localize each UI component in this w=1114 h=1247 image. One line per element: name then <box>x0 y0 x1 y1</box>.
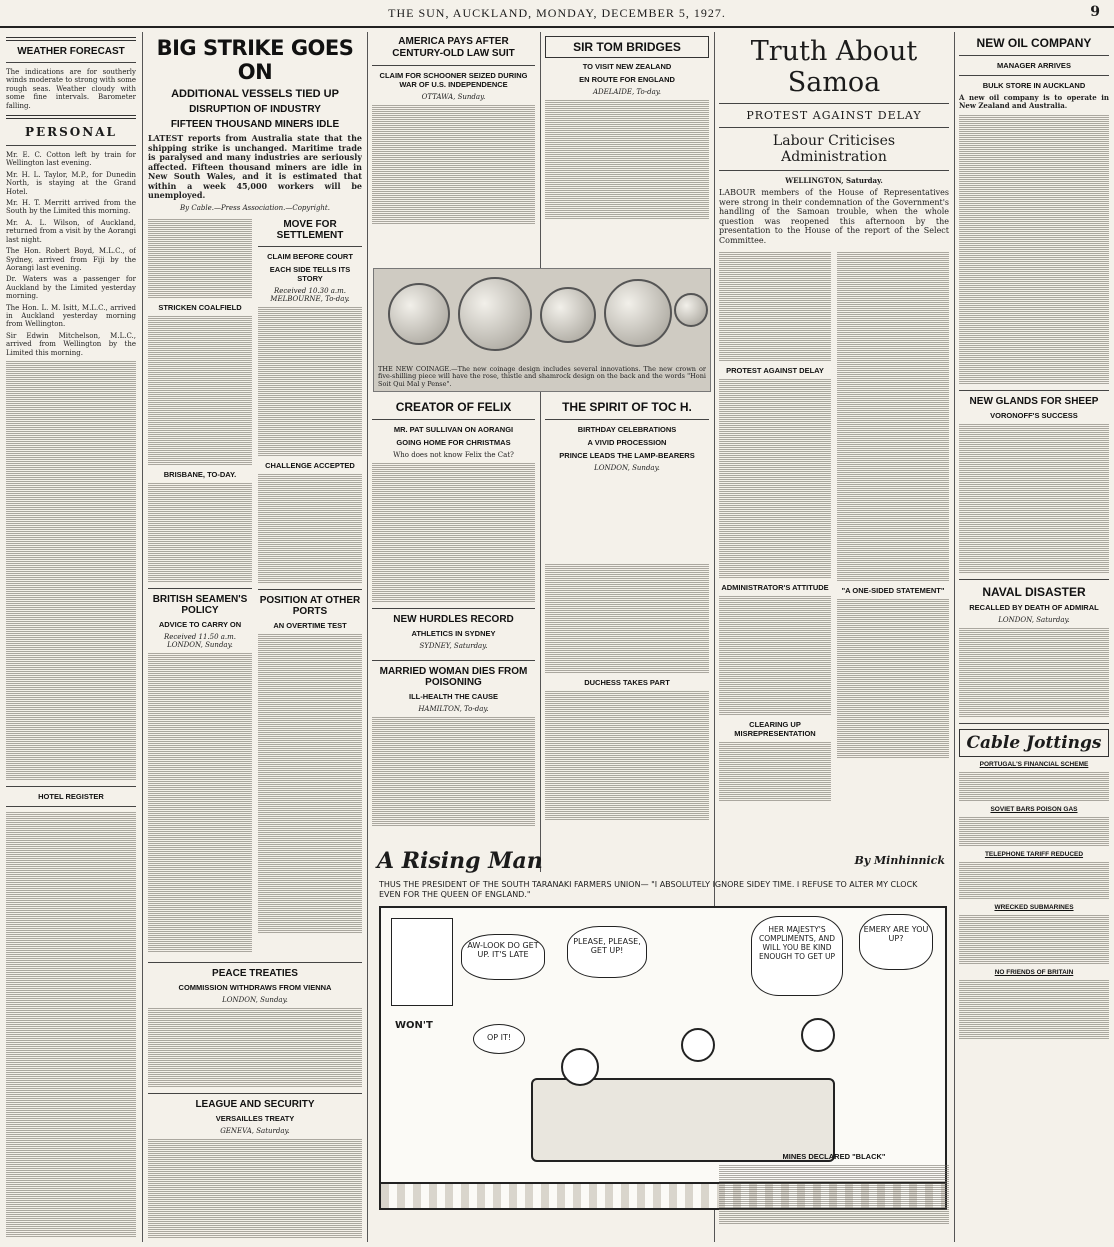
ports-deck: AN OVERTIME TEST <box>273 620 347 630</box>
personal-item: The Hon. L. M. Isitt, M.L.C., arrived in Auckland yesterday morning from Wellington. <box>6 303 136 329</box>
dateline: SYDNEY, Saturday. <box>419 642 488 651</box>
toch-deck: PRINCE LEADS THE LAMP-BEARERS <box>559 451 695 460</box>
figure-head <box>561 1048 599 1086</box>
speech-bubble: OP IT! <box>473 1024 525 1054</box>
clock-icon <box>391 918 453 1006</box>
glands-headline: NEW GLANDS FOR SHEEP <box>969 395 1099 407</box>
speech-bubble: PLEASE, PLEASE, GET UP! <box>567 926 647 978</box>
samoa-lead: LABOUR members of the House of Representatives were strong in their condemnation of the Government's handling of the Samoan trouble, when the whole question was reopened this afternoon by the presentation to the House of the report of the Select Committee. <box>719 188 949 245</box>
strike-deck: ADDITIONAL VESSELS TIED UP <box>171 88 339 100</box>
poisoning-headline: MARRIED WOMAN DIES FROM POISONING <box>379 666 528 688</box>
settlement-deck: CLAIM BEFORE COURT <box>267 251 353 261</box>
speech-bubble: WON'T <box>395 1020 433 1031</box>
cartoon-artist: By Minhinnick <box>854 854 945 867</box>
poisoning-deck: ILL-HEALTH THE CAUSE <box>408 692 499 701</box>
jottings-item: WRECKED SUBMARINES <box>994 903 1074 911</box>
coin-image <box>458 277 532 351</box>
personal-item: The Hon. Robert Boyd, M.L.C., of Sydney, arrived from Fiji by the Aorangi last evening. <box>6 247 136 272</box>
felix-deck: MR. PAT SULLIVAN ON AORANGI <box>393 425 514 434</box>
jottings-item: PORTUGAL'S FINANCIAL SCHEME <box>979 760 1089 768</box>
jottings-item: SOVIET BARS POISON GAS <box>990 805 1078 813</box>
bridges-deck: TO VISIT NEW ZEALAND <box>582 62 672 71</box>
column-poisoning <box>372 655 535 845</box>
coinage-caption: THE NEW COINAGE.—The new coinage design includes several innovations. The new crown or five-shilling piece will have the rose, thistle and shamrock design on the back and the words "Honi Soit Qui Mal y Pense". <box>378 364 706 388</box>
bridges-deck: EN ROUTE FOR ENGLAND <box>579 75 675 84</box>
oil-headline: NEW OIL COMPANY <box>976 36 1092 50</box>
glands-deck: VORONOFF'S SUCCESS <box>990 410 1078 420</box>
subhead: PROTEST AGAINST DELAY <box>726 366 824 375</box>
column-samoa <box>719 32 949 842</box>
personal-item: Mr. E. C. Cotton left by train for Wellington last evening. <box>6 151 136 168</box>
league-deck: VERSAILLES TREATY <box>215 1113 295 1123</box>
oil-lead: A new oil company is to operate in New Zealand and Australia. <box>959 93 1109 111</box>
strike-lead: LATEST reports from Australia state that the shipping strike is unchanged. Maritime trade is paralysed and many industries are seriously affected. Fifteen thousand miners are idle in New South Wales, and it is estimated that within a week 45,000 workers will be unemployed. <box>148 133 362 200</box>
dateline: LONDON, Sunday. <box>222 995 288 1004</box>
samoa-headline: Truth About Samoa <box>750 36 918 98</box>
speech-bubble: HER MAJESTY'S COMPLIMENTS, AND WILL YOU BE KIND ENOUGH TO GET UP <box>751 916 843 996</box>
speech-bubble: AW-LOOK DO GET UP. IT'S LATE <box>461 934 545 980</box>
column-rule <box>540 32 541 872</box>
settlement-deck: EACH SIDE TELLS ITS STORY <box>269 264 351 283</box>
toch-deck: BIRTHDAY CELEBRATIONS <box>577 425 677 434</box>
column-toch <box>545 396 709 536</box>
cartoon-caption: THUS THE PRESIDENT OF THE SOUTH TARANAKI FARMERS UNION— "I ABSOLUTELY IGNORE SIDEY TIME. I REFUSE TO ALTER MY CLOCK EVEN FOR THE QUEEN OF ENGLAND." <box>379 880 918 899</box>
athletics-deck: ATHLETICS IN SYDNEY <box>411 629 496 639</box>
strike-deck: FIFTEEN THOUSAND MINERS IDLE <box>170 119 340 130</box>
column-rule <box>367 32 368 1242</box>
league-headline: LEAGUE AND SECURITY <box>195 1098 315 1110</box>
coin-image <box>604 279 672 347</box>
column-rule <box>954 32 955 1242</box>
athletics-headline: NEW HURDLES RECORD <box>393 614 514 626</box>
felix-lead: Who does not know Felix the Cat? <box>393 451 514 459</box>
jottings-item: NO FRIENDS OF BRITAIN <box>994 968 1074 976</box>
seamen-headline: BRITISH SEAMEN'S POLICY <box>152 593 248 616</box>
figure-head <box>801 1018 835 1052</box>
america-headline: AMERICA PAYS AFTER CENTURY-OLD LAW SUIT <box>392 36 515 59</box>
column-strike <box>148 32 362 1238</box>
hotel-register-title: HOTEL REGISTER <box>38 791 104 801</box>
peace-headline: PEACE TREATIES <box>212 967 298 979</box>
weather-title: WEATHER FORECAST <box>17 46 125 57</box>
samoa-deck: Labour Criticises Administration <box>772 133 896 165</box>
weather-text: The indications are for southerly winds moderate to strong with some rough seas. Weather cloudy with some fine intervals. Barometer falling. <box>6 68 136 110</box>
dateline: HAMILTON, To-day. <box>418 705 489 713</box>
dateline: OTTAWA, Sunday. <box>421 93 486 101</box>
column-mines <box>719 1148 949 1238</box>
subhead: "A ONE-SIDED STATEMENT" <box>841 586 945 595</box>
personal-item: Mr. H. T. Merritt arrived from the South by the Limited this morning. <box>6 199 136 216</box>
seamen-deck: ADVICE TO CARRY ON <box>158 619 242 629</box>
coin-image <box>674 293 708 327</box>
subhead: ADMINISTRATOR'S ATTITUDE <box>721 583 829 592</box>
page-number: 9 <box>1090 4 1100 20</box>
subhead: MINES DECLARED "BLACK" <box>782 1152 886 1161</box>
settlement-headline: MOVE FOR SETTLEMENT <box>276 218 344 241</box>
figure-head <box>681 1028 715 1062</box>
dateline: BRISBANE, TO-DAY. <box>163 469 237 479</box>
strike-headline: BIG STRIKE GOES ON <box>156 36 354 84</box>
dateline: GENEVA, Saturday. <box>220 1126 290 1135</box>
masthead <box>0 0 1114 28</box>
felix-deck: GOING HOME FOR CHRISTMAS <box>396 438 511 447</box>
america-deck: CLAIM FOR SCHOONER SEIZED DURING WAR OF U.S. INDEPENDENCE <box>379 71 528 89</box>
naval-headline: NAVAL DISASTER <box>982 584 1086 599</box>
naval-deck: RECALLED BY DEATH OF ADMIRAL <box>969 602 1099 612</box>
personal-item: Dr. Waters was a passenger for Auckland by the Limited yesterday morning. <box>6 275 136 301</box>
felix-headline: CREATOR OF FELIX <box>395 400 512 414</box>
personal-item: Sir Edwin Mitchelson, M.L.C., arrived from Wellington by the Limited this morning. <box>6 331 136 357</box>
coin-image <box>388 283 450 345</box>
personal-title: PERSONAL <box>25 125 117 140</box>
byline: By Cable.—Press Association.—Copyright. <box>180 203 330 212</box>
subhead: CHALLENGE ACCEPTED <box>265 460 355 470</box>
samoa-deck: PROTEST AGAINST DELAY <box>746 109 922 122</box>
toch-deck: A VIVID PROCESSION <box>587 438 667 447</box>
personal-item: Mr. A. L. Wilson, of Auckland, returned from a visit by the Aorangi last night. <box>6 218 136 244</box>
dateline: LONDON, Sunday. <box>594 464 660 472</box>
coinage-photo <box>373 268 711 392</box>
column-personal <box>6 32 136 1238</box>
dateline: Received 10.30 a.m. MELBOURNE, To-day. <box>270 286 350 303</box>
bridges-headline: SIR TOM BRIDGES <box>545 36 709 58</box>
oil-deck: MANAGER ARRIVES <box>997 61 1071 70</box>
subhead: DUCHESS TAKES PART <box>584 678 670 687</box>
ports-headline: POSITION AT OTHER PORTS <box>259 594 361 617</box>
personal-item: Mr. H. L. Taylor, M.P., for Dunedin North, is staying at the Grand Hotel. <box>6 170 136 196</box>
strike-deck: DISRUPTION OF INDUSTRY <box>189 104 321 115</box>
dateline: Received 11.50 a.m. LONDON, Sunday. <box>163 632 237 649</box>
jottings-item: TELEPHONE TARIFF REDUCED <box>984 850 1084 858</box>
speech-bubble: EMERY ARE YOU UP? <box>859 914 933 970</box>
peace-deck: COMMISSION WITHDRAWS FROM VIENNA <box>178 982 332 992</box>
dateline: ADELAIDE, To-day. <box>592 88 662 96</box>
column-oil <box>959 32 1109 1238</box>
coin-image <box>540 287 596 343</box>
dateline: LONDON, Saturday. <box>998 615 1070 624</box>
oil-deck: BULK STORE IN AUCKLAND <box>982 81 1086 90</box>
subhead: STRICKEN COALFIELD <box>158 302 242 312</box>
column-rule <box>142 32 143 1242</box>
toch-headline: THE SPIRIT OF TOC H. <box>562 400 692 414</box>
cartoon-title: A Rising Man <box>377 848 543 874</box>
subhead: CLEARING UP MISREPRESENTATION <box>734 720 816 738</box>
masthead-text: THE SUN, AUCKLAND, MONDAY, DECEMBER 5, 1927. <box>388 6 726 20</box>
column-toch-cont <box>545 560 709 840</box>
column-felix <box>372 396 535 651</box>
jottings-title: Cable Jottings <box>959 729 1109 757</box>
dateline: WELLINGTON, Saturday. <box>785 176 883 185</box>
